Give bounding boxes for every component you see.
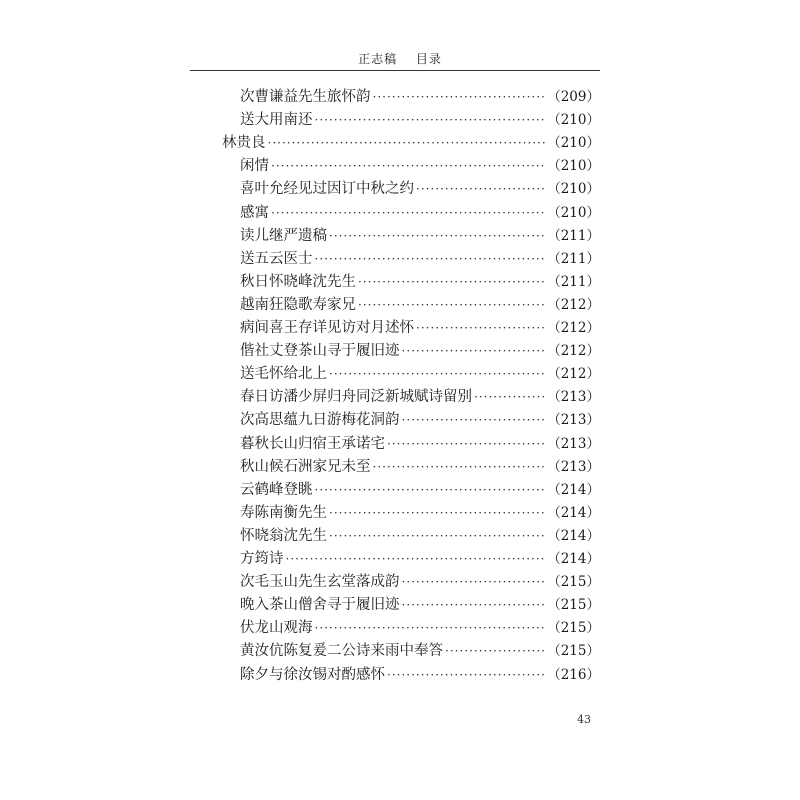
dot-leader (271, 155, 545, 177)
toc-entry-title: 林贵良 (222, 135, 266, 152)
toc-entry (240, 456, 600, 478)
toc-entry-page: （213） (547, 435, 600, 452)
dot-leader (474, 386, 545, 408)
dot-leader (329, 363, 545, 385)
toc-entry-page: （212） (547, 296, 600, 313)
toc-entry-page: （213） (547, 412, 600, 429)
toc-entry (240, 202, 600, 224)
dot-leader (315, 479, 546, 501)
toc-entry (240, 525, 600, 547)
toc-entry-title: 次高思蕴九日游梅花洞韵 (240, 412, 400, 429)
dot-leader (271, 202, 545, 224)
dot-leader (402, 409, 546, 431)
dot-leader (402, 571, 546, 593)
header-rule (190, 70, 600, 71)
toc-entry-title: 喜叶允经见过因订中秋之约 (240, 181, 414, 198)
running-header (0, 50, 800, 67)
dot-leader (387, 433, 545, 455)
toc-entry (240, 271, 600, 293)
toc-entry-page: （211） (547, 227, 600, 244)
book-title: 正志稿 (358, 52, 398, 66)
toc-entry-page: （210） (547, 112, 600, 129)
toc-entry (240, 386, 600, 408)
toc-entry (240, 433, 600, 455)
dot-leader (315, 248, 546, 270)
section-title: 目录 (415, 52, 442, 66)
dot-leader (445, 640, 545, 662)
toc-entry-title: 感寓 (240, 204, 269, 221)
toc-entry (240, 363, 600, 385)
dot-leader (358, 271, 545, 293)
toc-entry-page: （215） (547, 620, 600, 637)
toc-entry-title: 送毛怀给北上 (240, 366, 327, 383)
toc-entry (240, 225, 600, 247)
toc-entry (240, 664, 600, 686)
toc-entry-title: 寿陈南衡先生 (240, 504, 327, 521)
dot-leader (315, 109, 546, 131)
toc-entry-page: （212） (547, 343, 600, 360)
toc-entry-page: （213） (547, 389, 600, 406)
toc-entry-page: （211） (547, 273, 600, 290)
toc-entry-title: 春日访潘少屏归舟同泛新城赋诗留别 (240, 389, 472, 406)
toc-entry (240, 548, 600, 570)
dot-leader (373, 86, 546, 108)
dot-leader (315, 617, 546, 639)
toc-entry-title: 怀晓翁沈先生 (240, 527, 327, 544)
toc-entry-page: （210） (547, 135, 600, 152)
toc-entry (240, 155, 600, 177)
toc-entry-page: （210） (547, 181, 600, 198)
toc-entry-title: 秋日怀晓峰沈先生 (240, 273, 356, 290)
toc-entry-title: 云鹤峰登眺 (240, 481, 313, 498)
toc-entry (240, 178, 600, 200)
toc-entry-title: 送五云医士 (240, 250, 313, 267)
dot-leader (329, 525, 545, 547)
toc-entry-page: （215） (547, 643, 600, 660)
toc-entry (240, 594, 600, 616)
toc-entry-page: （214） (547, 504, 600, 521)
toc-entry-page: （213） (547, 458, 600, 475)
toc-entry (240, 502, 600, 524)
dot-leader (329, 502, 545, 524)
dot-leader (286, 548, 546, 570)
toc-entry-title: 方筠诗 (240, 551, 284, 567)
dot-leader (268, 132, 546, 154)
toc-entry-title: 暮秋长山归宿王承诺宅 (240, 435, 385, 452)
toc-entry (240, 86, 600, 108)
toc-entry (240, 109, 600, 131)
toc-entry-page: （211） (547, 250, 600, 267)
toc-entry-page: （214） (547, 551, 600, 567)
toc-entry-title: 晚入茶山僧舍寻于履旧迹 (240, 597, 400, 614)
toc-entry-page: （209） (547, 89, 600, 105)
dot-leader (416, 317, 545, 339)
toc-entry-page: （210） (547, 204, 600, 221)
dot-leader (416, 178, 545, 200)
toc-entry-page: （212） (547, 320, 600, 336)
toc-entry-page: （212） (547, 366, 600, 383)
dot-leader (358, 294, 545, 316)
toc-entry-title: 越南狂隐歌寿家兄 (240, 296, 356, 313)
toc-entry-title: 除夕与徐汝锡对酌感怀 (240, 666, 385, 683)
dot-leader (387, 664, 545, 686)
toc-entry-title: 送大用南还 (240, 112, 313, 129)
toc-entry-page: （214） (547, 527, 600, 544)
toc-entry-page: （210） (547, 158, 600, 175)
toc-entry (240, 640, 600, 662)
toc-entry (240, 479, 600, 501)
toc-entry-page: （215） (547, 597, 600, 614)
toc-entry-title: 病间喜王存详见访对月述怀 (240, 320, 414, 336)
toc-entry-title: 偕社丈登茶山寻于履旧迹 (240, 343, 400, 360)
toc-entry-page: （215） (547, 574, 600, 591)
toc-entry (240, 571, 600, 593)
toc-entry-title: 次曹谦益先生旅怀韵 (240, 89, 371, 105)
toc-entry-title: 次毛玉山先生玄堂落成韵 (240, 574, 400, 591)
page-number: 43 (577, 713, 591, 726)
dot-leader (329, 225, 545, 247)
toc-entry (240, 340, 600, 362)
toc-entry (240, 409, 600, 431)
toc-entry (240, 617, 600, 639)
toc-entry-title: 闲情 (240, 158, 269, 175)
toc-entry (240, 294, 600, 316)
dot-leader (402, 594, 546, 616)
toc-entry (240, 248, 600, 270)
toc-entry-title: 秋山候石洲家兄未至 (240, 458, 371, 475)
toc-entry-title: 伏龙山观海 (240, 620, 313, 637)
toc-entry (240, 317, 600, 339)
dot-leader (402, 340, 546, 362)
toc-entry-title: 读儿继严遗稿 (240, 227, 327, 244)
dot-leader (373, 456, 546, 478)
toc-entry-page: （214） (547, 481, 600, 498)
toc-entry (222, 132, 600, 154)
toc-entry-title: 黄汝伉陈复爰二公诗来雨中奉答 (240, 643, 443, 660)
toc-entry-page: （216） (547, 666, 600, 683)
